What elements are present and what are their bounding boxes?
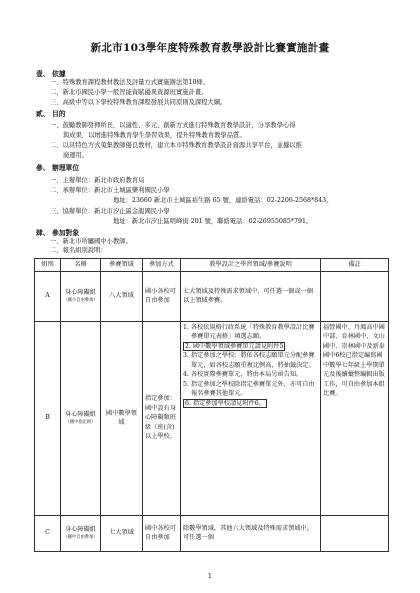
list-item: 1. 各校依規格行政系統「特殊教育教學設計比賽參賽單元表格」填選志願。 <box>183 323 315 340</box>
row-c-name-cell <box>61 515 101 551</box>
participants-item-2: 二、報名組別說明： <box>50 247 107 254</box>
purpose-item-1a: 一、鼓勵教師發揮所長，以適性、多元、創新方式進行特殊教育教學設計，分享教學心得 <box>50 122 296 129</box>
header-group: 組別 <box>35 259 61 272</box>
header-domain: 參賽領域 <box>101 259 143 272</box>
row-c-method: 國中各校可自由參加 <box>143 515 181 551</box>
row-b-method: 指定參加：國中設有身心障礙類班級（班(含)以上學校。 <box>143 321 181 515</box>
header-name: 名稱 <box>61 259 101 272</box>
list-item <box>183 342 318 352</box>
row-a-name-cell <box>61 271 101 321</box>
units-host: 二、承辦單位：新北市土城區樂利國民小學 <box>50 187 170 194</box>
row-a-domain: 八大領域 <box>101 271 143 321</box>
units-host-address: 地址：23660 新北市土城區裕生路 65 號，連絡電話：02-2206-2568*843。 <box>113 197 333 204</box>
units-organizer: 一、主辦單位：新北市政府教育局 <box>50 177 145 184</box>
row-b-desc-cell <box>181 321 321 515</box>
header-note: 備註 <box>321 259 389 272</box>
purpose-item-2b: 廣運用。 <box>63 152 89 159</box>
units-coorganizer: 三、協辦單位：新北市汐止區金龍國民小學 <box>50 208 170 215</box>
row-c-name-sub: （國中自由參加） <box>63 534 98 540</box>
page-number: 1 <box>207 572 213 580</box>
row-b-group: B <box>35 321 61 515</box>
row-c-name: 身心障礙組 <box>65 526 96 534</box>
row-a-method: 國小各校可自由參加 <box>143 271 181 321</box>
list-item: 5. 指定參加之學校除指定參賽單元外，亦可自由報名參賽其他單元。 <box>183 380 315 397</box>
row-a-name: 身心障礙組 <box>65 289 96 297</box>
table-header-row <box>35 259 389 272</box>
row-c-group: C <box>35 515 61 551</box>
list-item <box>183 399 318 409</box>
document-title: 新北市103學年度特殊教育教學設計比賽實施計畫 <box>90 42 330 54</box>
list-item: 4. 各校實際參賽單元，將由本局另函告知。 <box>183 371 303 378</box>
row-b-note: 福營國中、丹鳳高中國中部、育林國中、文山國中、崇林國中及新泰國中6校已指定編寫國中數學七年級上學期單元及後續彙整編輯出版工作，可自由參加本組比賽。 <box>321 321 389 515</box>
list-item: 3. 指定參加之學校：將依各校志願單元分配參賽單元，如各校志願重複比例高，將抽籤決定。 <box>183 352 315 369</box>
row-a-group: A <box>35 271 61 321</box>
purpose-item-1b: 與成果，以增進特殊教育學生學習效果，提升特殊教育教學品質。 <box>63 132 246 139</box>
header-method: 參加方式 <box>143 259 181 272</box>
table-row <box>35 515 389 551</box>
table-row <box>35 271 389 321</box>
section-participants-heading: 肆、 參加對象 <box>36 229 80 237</box>
row-c-desc: 除數學領域，其他六大領域及特殊需求領域中，可任選一個 <box>181 515 321 551</box>
basis-item-2: 二、新北市國民小學一般智能資賦優異資源班實施計畫。 <box>50 89 208 96</box>
basis-item-1: 一、特殊教育課程教材教法及評量方式實施辦法第10條。 <box>50 79 210 86</box>
attachment-6-ref[interactable]: 6. 指定參加學校請見附件6。 <box>185 399 265 407</box>
row-b-name-sub: （國中指定組） <box>65 419 96 425</box>
row-b-domain: 國中數學領域 <box>101 321 143 515</box>
attachment-5-ref[interactable]: 2. 國中數學領域參賽單元請見附件5 <box>185 342 284 350</box>
row-b-desc-list <box>183 323 318 409</box>
header-desc: 教學設計之學習領域/參賽說明 <box>181 259 321 272</box>
section-units-heading: 參、 辦理單位 <box>36 164 80 172</box>
row-b-name: 身心障礙組 <box>65 411 96 419</box>
row-a-name-sub: （國小自由參加） <box>63 297 98 303</box>
section-purpose-heading: 貳、 目的 <box>36 110 66 118</box>
table-row <box>35 321 389 515</box>
purpose-item-2a: 二、以具特色方式蒐集教師優良教材，建立本市特殊教育教學設計資源共享平台，並據以推 <box>50 142 302 149</box>
row-a-note <box>321 271 389 321</box>
participants-item-1: 一、新北市所屬國中小教師。 <box>50 238 132 245</box>
row-b-name-cell <box>61 321 101 515</box>
groups-table <box>34 258 389 552</box>
basis-item-3: 三、高級中等以下學校特殊教育課程發展共同原則及課程大綱。 <box>50 99 227 106</box>
row-c-domain: 七大領域 <box>101 515 143 551</box>
row-a-desc: 七大領域及特殊需求領域中，可任選一個或一個以上領域參賽。 <box>181 271 321 321</box>
section-basis-heading: 壹、 依據 <box>36 70 66 78</box>
units-coorganizer-address: 地址：新北市汐止區明峰街 201 號，聯絡電話：02-26955085*791。 <box>113 218 313 225</box>
row-c-note <box>321 515 389 551</box>
